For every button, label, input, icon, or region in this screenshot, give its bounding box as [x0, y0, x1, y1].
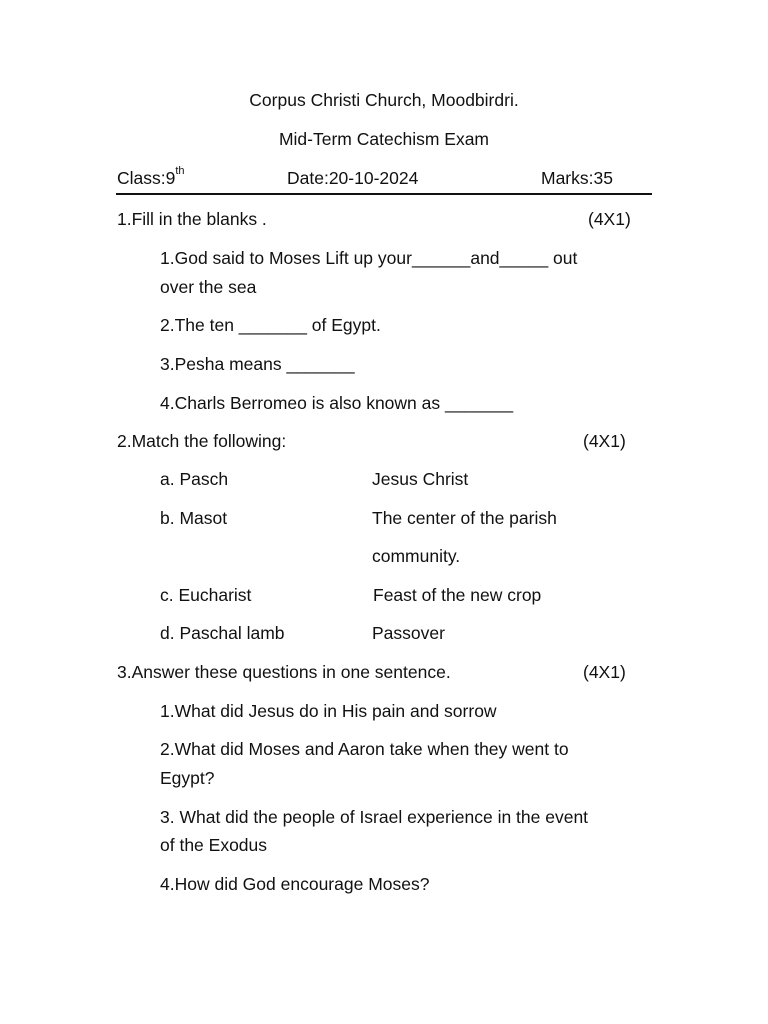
match-right-b-line2: community. — [372, 546, 461, 566]
section3-q4: 4.How did God encourage Moses? — [160, 874, 430, 894]
section1-q1-line1: 1.God said to Moses Lift up your______and_____ out — [160, 248, 578, 268]
section3-marks: (4X1) — [583, 662, 626, 682]
date-field: Date:20-10-2024 — [287, 168, 419, 188]
section1-marks: (4X1) — [588, 209, 631, 229]
section1-q1-line2: over the sea — [160, 277, 257, 297]
section1-q4: 4.Charls Berromeo is also known as _______ — [160, 393, 514, 413]
church-title: Corpus Christi Church, Moodbirdri. — [249, 90, 519, 110]
section3-q2-line2: Egypt? — [160, 768, 215, 788]
section3-q2-line1: 2.What did Moses and Aaron take when they went to — [160, 739, 569, 759]
class-superscript: th — [175, 165, 185, 177]
class-field — [117, 165, 185, 189]
match-right-c: Feast of the new crop — [373, 585, 542, 605]
section2-marks: (4X1) — [583, 431, 626, 451]
exam-title: Mid-Term Catechism Exam — [278, 129, 490, 149]
match-left-a: a. Pasch — [160, 469, 229, 489]
section3-q1: 1.What did Jesus do in His pain and sorrow — [160, 701, 497, 721]
section3-q3-line1: 3. What did the people of Israel experience in the event — [160, 807, 589, 827]
match-right-d: Passover — [372, 623, 445, 643]
section3-title: 3.Answer these questions in one sentence. — [117, 662, 451, 682]
section1-q2: 2.The ten _______ of Egypt. — [160, 315, 381, 335]
section3-q3-line2: of the Exodus — [160, 835, 268, 855]
section1-title: 1.Fill in the blanks . — [117, 209, 267, 229]
match-left-d: d. Paschal lamb — [160, 623, 285, 643]
marks-field: Marks:35 — [541, 168, 613, 188]
match-right-a: Jesus Christ — [372, 469, 469, 489]
match-left-b: b. Masot — [160, 508, 228, 528]
section2-title: 2.Match the following: — [117, 431, 287, 451]
section1-q3: 3.Pesha means _______ — [160, 354, 355, 374]
header-divider — [116, 193, 652, 195]
class-label: Class:9 — [117, 168, 176, 188]
match-right-b: The center of the parish — [372, 508, 557, 528]
match-left-c: c. Eucharist — [160, 585, 252, 605]
